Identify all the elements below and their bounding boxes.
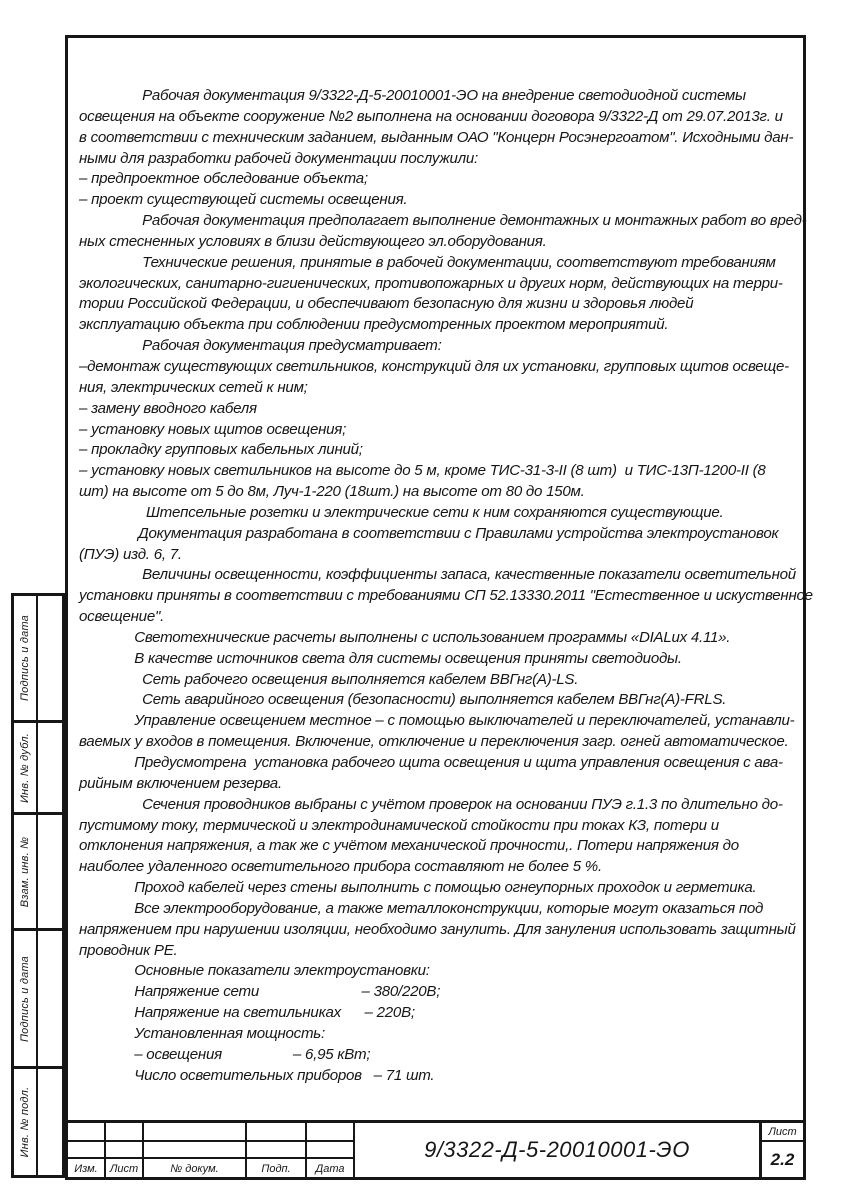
document-number: 9/3322-Д-5-20010001-ЭО — [424, 1137, 690, 1162]
text-line: установки приняты в соответствии с требованиями СП 52.13330.2011 "Естественное и искуственное — [79, 587, 813, 605]
text-line: ных стесненных условиях в близи действующего эл.оборудования. — [79, 232, 547, 250]
text-line: ния, электрических сетей к ним; — [79, 378, 308, 396]
text-line: –демонтаж существующих светильников, конструкций для их установки, групповых щитов освеще- — [79, 357, 789, 375]
sheet-label: Лист — [762, 1123, 803, 1142]
text-line: – замену вводного кабеля — [79, 399, 257, 417]
sheet-number: 2.2 — [770, 1149, 795, 1169]
text-line: Напряжение сети – 380/220В; — [79, 983, 441, 1001]
text-line: – установку новых щитов освещения; — [79, 420, 347, 438]
text-line: Сеть рабочего освещения выполняется кабелем ВВГнг(А)-LS. — [79, 670, 579, 688]
sidebar-label-cell — [14, 723, 38, 812]
sidebar-section-signature-date-2 — [14, 931, 62, 1069]
text-line: Проход кабелей через стены выполнить с помощью огнеупорных проходок и герметика. — [79, 879, 757, 897]
revision-empty-cell — [68, 1142, 106, 1159]
text-line: ными для разработки рабочей документации послужили: — [79, 149, 478, 167]
revision-empty-cell — [106, 1142, 144, 1159]
text-line: Сечения проводников выбраны с учётом проверок на основании ПУЭ г.1.3 по длительно до- — [79, 795, 783, 813]
sidebar-label: Подпись и дата — [19, 955, 31, 1042]
text-line: отклонения напряжения, а так же с учётом механической прочности,. Потери напряжения до — [79, 837, 739, 855]
sidebar-label-cell — [14, 815, 38, 928]
sidebar-blank-cell — [38, 596, 62, 720]
sidebar-section-signature-date-1 — [14, 596, 62, 723]
title-block-revision-table — [68, 1123, 355, 1177]
text-line: напряжением при нарушении изоляции, необходимо занулить. Для зануления использовать защитный — [79, 920, 796, 938]
text-line: в соответствии с техническим заданием, выданным ОАО "Концерн Росэнергоатом". Исходными дан- — [79, 128, 794, 146]
text-line: – прокладку групповых кабельных линий; — [79, 441, 363, 459]
sidebar-label: Инв. № подл. — [19, 1086, 31, 1158]
revision-empty-cell — [68, 1123, 106, 1142]
sidebar-blank-cell — [38, 1069, 62, 1175]
sidebar-blank-cell — [38, 815, 62, 928]
text-line: Документация разработана в соответствии с Правилами устройства электроустановок — [79, 524, 779, 542]
text-line: экологических, санитарно-гигиенических, противопожарных и других норм, действующих на терри- — [79, 274, 783, 292]
revision-empty-cell — [307, 1123, 355, 1142]
text-line: Напряжение на светильниках – 220В; — [79, 1004, 415, 1022]
text-line: – освещения – 6,95 кВт; — [79, 1045, 371, 1063]
document-text — [79, 86, 813, 1087]
text-line: Рабочая документация 9/3322-Д-5-20010001-ЭО на внедрение светодиодной системы — [79, 87, 746, 104]
text-line: (ПУЭ) изд. 6, 7. — [79, 545, 182, 563]
text-line: освещения на объекте сооружение №2 выполнена на основании договора 9/3322-Д от 29.07.2013г. и — [79, 107, 783, 125]
sidebar-blank-cell — [38, 931, 62, 1066]
title-block — [65, 1120, 806, 1180]
sidebar-label-cell — [14, 1069, 38, 1175]
sidebar-label-cell — [14, 596, 38, 720]
text-line: проводник PE. — [79, 941, 178, 959]
sidebar-blank-cell — [38, 723, 62, 812]
text-line: пустимому току, термической и электродинамической стойкости при токах КЗ, потери и — [79, 816, 719, 834]
text-line: шт) на высоте от 5 до 8м, Луч-1-220 (18шт.) на высоте от 80 до 150м. — [79, 483, 585, 501]
sidebar-section-vzam-inv — [14, 815, 62, 931]
revision-empty-cell — [247, 1123, 307, 1142]
sidebar-label: Взам. инв. № — [19, 836, 31, 907]
document-designation-cell — [355, 1123, 762, 1177]
sheet-number-cell — [762, 1123, 803, 1177]
text-line: Установленная мощность: — [79, 1024, 325, 1042]
sidebar-label: Инв. № дубл. — [19, 732, 31, 803]
text-line: Основные показатели электроустановки: — [79, 962, 430, 980]
text-line: Технические решения, принятые в рабочей документации, соответствуют требованиям — [79, 253, 776, 271]
text-line: освещение". — [79, 608, 165, 626]
stamp-sidebar — [11, 593, 65, 1178]
text-line: Предусмотрена установка рабочего щита освещения и щита управления освещения с ава- — [79, 754, 783, 771]
text-line: тории Российской Федерации, и обеспечивают безопасную для жизни и здоровья людей — [79, 295, 694, 313]
sidebar-section-inv-dupl — [14, 723, 62, 815]
text-line: – проект существующей системы освещения. — [79, 191, 408, 209]
text-line: Рабочая документация предполагает выполнение демонтажных и монтажных работ во вред- — [79, 212, 807, 230]
column-label-docnum: № докум. — [144, 1159, 247, 1177]
revision-empty-cell — [307, 1142, 355, 1159]
text-line: ваемых у входов в помещения. Включение, отключение и переключения загр. огней автоматическое. — [79, 733, 789, 751]
text-line: Величины освещенности, коэффициенты запаса, качественные показатели осветительной — [79, 566, 796, 584]
revision-empty-cell — [247, 1142, 307, 1159]
sidebar-label: Подпись и дата — [19, 614, 31, 702]
column-label-list: Лист — [106, 1159, 144, 1177]
text-line: Светотехнические расчеты выполнены с использованием программы «DIALux 4.11». — [79, 628, 731, 646]
text-line: Сеть аварийного освещения (безопасности) выполняется кабелем ВВГнг(А)-FRLS. — [79, 691, 727, 709]
text-line: Число осветительных приборов – 71 шт. — [79, 1066, 435, 1084]
text-line: – предпроектное обследование объекта; — [79, 170, 368, 188]
text-line: Рабочая документация предусматривает: — [79, 337, 442, 355]
revision-empty-cell — [144, 1142, 247, 1159]
column-label-izm: Изм. — [68, 1159, 106, 1177]
text-line: Все электрооборудование, а также металлоконструкции, которые могут оказаться под — [79, 899, 764, 917]
text-line: наиболее удаленного осветительного прибора составляют не более 5 %. — [79, 858, 602, 876]
text-line: – установку новых светильников на высоте до 5 м, кроме ТИС-31-3-II (8 шт) и ТИС-13П-1200-II (8 — [79, 462, 766, 480]
column-label-data: Дата — [307, 1159, 355, 1177]
revision-empty-cell — [106, 1123, 144, 1142]
text-line: эксплуатацию объекта при соблюдении предусмотренных проектом мероприятий. — [79, 316, 669, 334]
text-line: В качестве источников света для системы освещения приняты светодиоды. — [79, 649, 682, 667]
text-line: рийным включением резерва. — [79, 774, 282, 792]
column-label-podp: Подп. — [247, 1159, 307, 1177]
sidebar-section-inv-podl — [14, 1069, 62, 1175]
revision-empty-cell — [144, 1123, 247, 1142]
sidebar-label-cell — [14, 931, 38, 1066]
text-line: Штепсельные розетки и электрические сети к ним сохраняются существующие. — [79, 503, 724, 521]
text-line: Управление освещением местное – с помощью выключателей и переключателей, устанавли- — [79, 712, 795, 730]
